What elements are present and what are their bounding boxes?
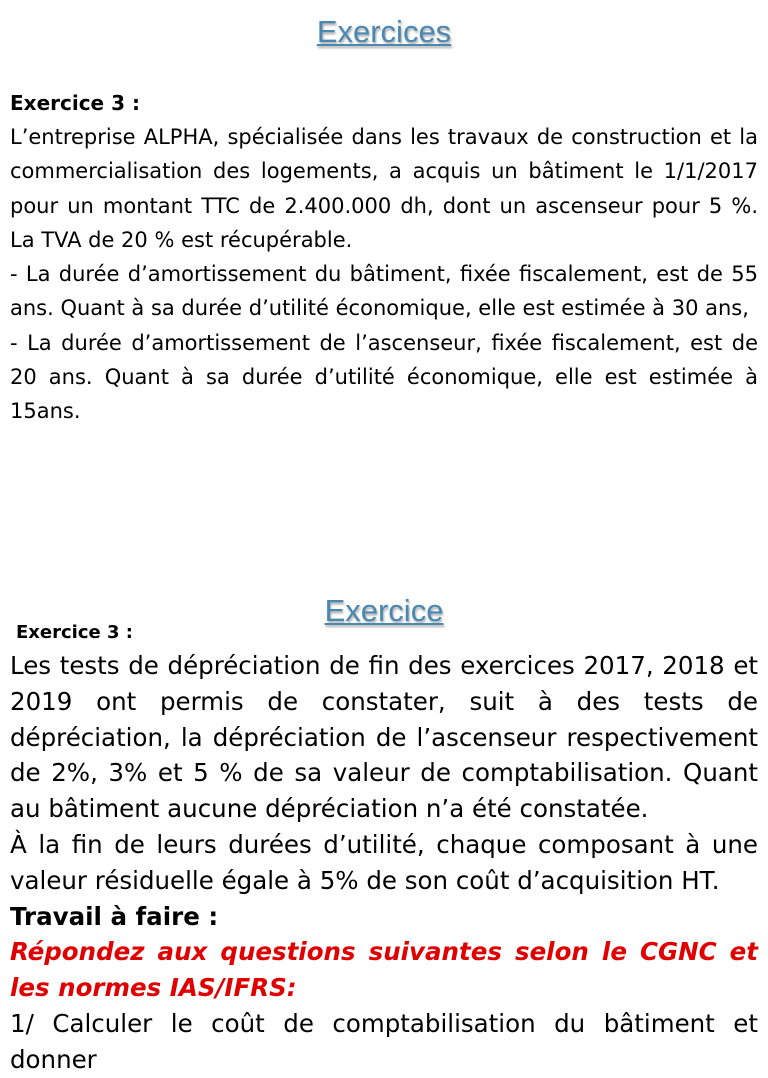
statement-paragraph: L’entreprise ALPHA, spécialisée dans les travaux de construction et la commercialisation des logements, a acquis un bâtiment le 1/1/2017 pour un montant TTC de 2.400.000 dh, dont un ascenseur pour 5 %. La TVA de 20 % est récupérable. [10,125,758,252]
exercise-label: Exercice 3 : [16,622,133,643]
slide-2 [0,520,768,1074]
exercise-label: Exercice 3 : [10,91,140,115]
slide-2-title: Exercice [324,593,444,628]
slide-1 [0,0,768,520]
instruction-text: Répondez aux questions suivantes selon le CGNC et les normes IAS/IFRS: [10,937,758,1003]
building-depreciation-paragraph: - La durée d’amortissement du bâtiment, fixée fiscalement, est de 55 ans. Quant à sa durée d’utilité économique, elle est estimée à 30 ans, [10,262,758,321]
question-1: 1/ Calculer le coût de comptabilisation du bâtiment et donner [10,1008,758,1074]
residual-value-paragraph: À la fin de leurs durées d’utilité, chaque composant à une valeur résiduelle égale à 5% de son coût d’acquisition HT. [10,829,758,895]
impairment-paragraph: Les tests de dépréciation de fin des exercices 2017, 2018 et 2019 ont permis de constater, suit à des tests de dépréciation, la dépréciation de l’ascenseur respectivement de 2%, 3% et 5 % de sa valeur de comptabilisation. Quant au bâtiment aucune dépréciation n’a été constatée. [10,651,758,824]
slide-2-body [10,648,758,1078]
slide-1-body [10,88,758,429]
slide-1-title: Exercices [316,14,452,49]
work-title: Travail à faire : [10,901,219,931]
elevator-depreciation-paragraph: - La durée d’amortissement de l’ascenseur, fixée fiscalement, est de 20 ans. Quant à sa durée d’utilité économique, elle est estimée à 15ans. [10,330,758,424]
